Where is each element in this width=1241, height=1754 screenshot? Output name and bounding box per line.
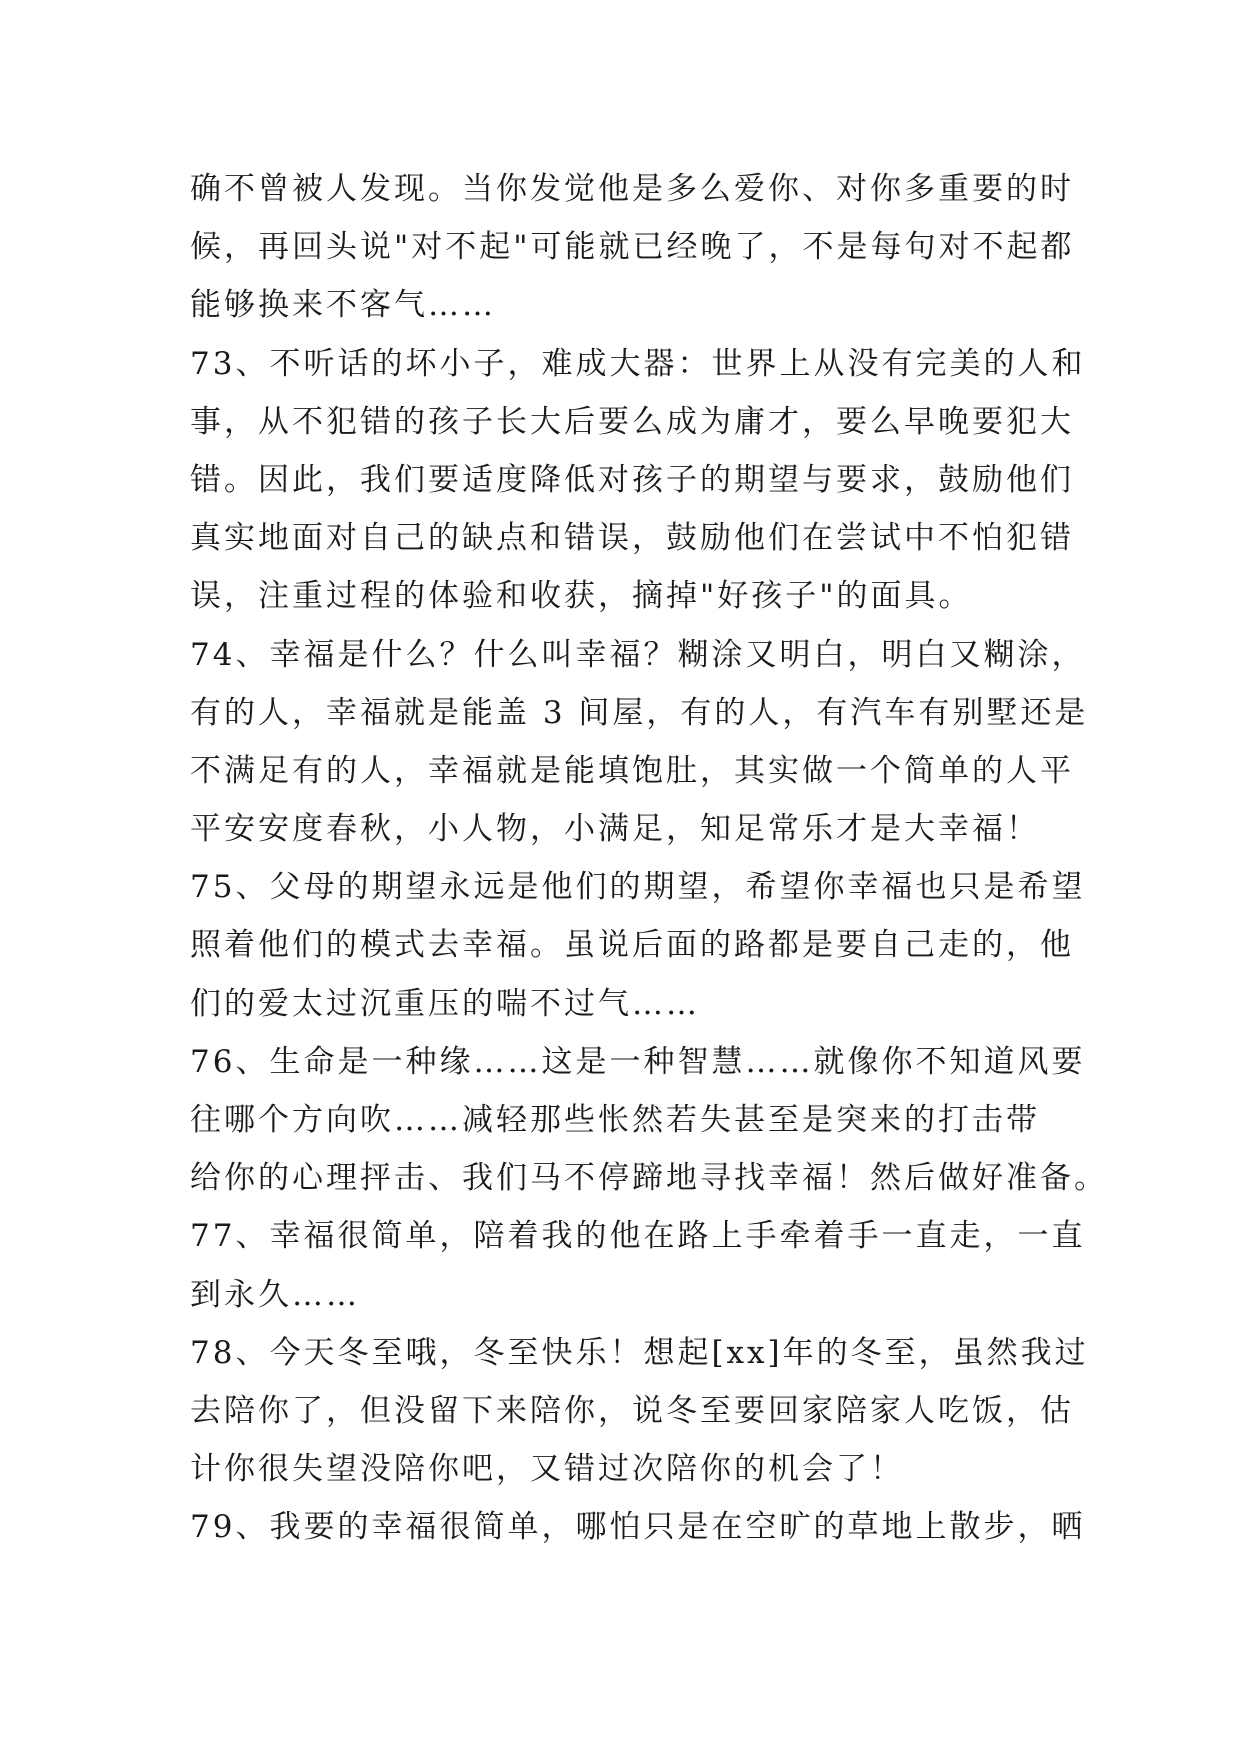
text-line: 误，注重过程的体验和收获，摘掉"好孩子"的面具。 [190, 578, 973, 615]
text-line: 错。因此，我们要适度降低对孩子的期望与要求，鼓励他们 [190, 461, 1074, 498]
text-line: 去陪你了，但没留下来陪你，说冬至要回家陪家人吃饭，估 [190, 1392, 1074, 1429]
text-line: 79、我要的幸福很简单，哪怕只是在空旷的草地上散步，晒 [190, 1509, 1086, 1546]
text-line: 78、今天冬至哦，冬至快乐！想起[xx]年的冬至，虽然我过 [190, 1334, 1089, 1371]
text-line: 不满足有的人，幸福就是能填饱肚，其实做一个简单的人平 [190, 752, 1074, 789]
text-line: 75、父母的期望永远是他们的期望，希望你幸福也只是希望 [190, 869, 1086, 906]
text-line: 候，再回头说"对不起"可能就已经晚了，不是每句对不起都 [190, 229, 1075, 266]
text-line: 真实地面对自己的缺点和错误，鼓励他们在尝试中不怕犯错 [190, 520, 1074, 557]
text-line: 事，从不犯错的孩子长大后要么成为庸才，要么早晚要犯大 [190, 403, 1074, 440]
text-line: 平安安度春秋，小人物，小满足，知足常乐才是大幸福！ [190, 811, 1040, 848]
text-line: 74、幸福是什么？什么叫幸福？糊涂又明白，明白又糊涂， [190, 636, 1086, 673]
text-line: 76、生命是一种缘……这是一种智慧……就像你不知道风要 [190, 1043, 1086, 1080]
text-line: 确不曾被人发现。当你发觉他是多么爱你、对你多重要的时 [190, 171, 1074, 207]
text-line: 们的爱太过沉重压的喘不过气…… [190, 985, 700, 1022]
text-line: 77、幸福很简单，陪着我的他在路上手牵着手一直走，一直 [190, 1218, 1086, 1255]
text-line: 73、不听话的坏小子，难成大器：世界上从没有完美的人和 [190, 345, 1086, 382]
text-line: 给你的心理抨击、我们马不停蹄地寻找幸福！然后做好准备。 [190, 1160, 1108, 1197]
text-line: 计你很失望没陪你吧，又错过次陪你的机会了！ [190, 1451, 904, 1488]
text-line: 到永久…… [190, 1276, 360, 1313]
document-body [190, 160, 1108, 1557]
text-line: 有的人，幸福就是能盖 3 间屋，有的人，有汽车有别墅还是 [190, 694, 1089, 731]
text-line: 能够换来不客气…… [190, 287, 496, 324]
text-line: 往哪个方向吹……减轻那些怅然若失甚至是突来的打击带 [190, 1102, 1040, 1138]
text-line: 照着他们的模式去幸福。虽说后面的路都是要自己走的，他 [190, 927, 1074, 964]
